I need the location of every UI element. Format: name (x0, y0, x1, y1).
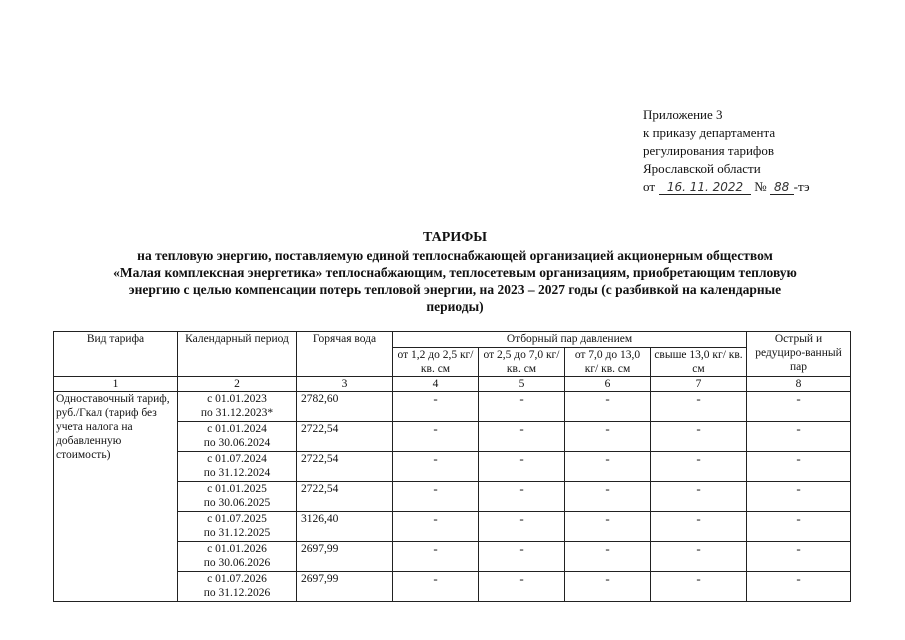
col-number: 8 (747, 377, 851, 392)
header-steam-1: от 1,2 до 2,5 кг/ кв. см (393, 348, 479, 377)
col-number: 2 (178, 377, 297, 392)
value-cell: - (747, 422, 851, 452)
value-cell: - (393, 422, 479, 452)
value-cell: - (651, 542, 747, 572)
period-end: по 31.12.2026 (203, 587, 271, 599)
title-line-3: энергию с целью компенсации потерь тепловой энергии, на 2023 – 2027 годы (с разбивкой на календарные (128, 282, 782, 297)
title-line-2: «Малая комплексная энергетика» теплоснабжающим, теплосетевым организациям, приобретающим тепловую (113, 265, 797, 280)
col-number: 1 (54, 377, 178, 392)
value-cell: - (565, 392, 651, 422)
col-number: 6 (565, 377, 651, 392)
annex-line-4: Ярославской области (643, 161, 761, 176)
value-cell: - (479, 482, 565, 512)
value-cell: - (565, 482, 651, 512)
col-number: 4 (393, 377, 479, 392)
period-end: по 31.12.2023* (200, 407, 274, 419)
period-cell (178, 542, 297, 572)
column-number-row (54, 377, 851, 392)
col-number: 3 (297, 377, 393, 392)
hot-water-value: 2697,99 (297, 542, 393, 572)
annex-date-line (643, 178, 810, 196)
hot-water-value: 2722,54 (297, 422, 393, 452)
value-cell: - (479, 572, 565, 602)
period-start: с 01.01.2025 (207, 483, 267, 495)
value-cell: - (565, 512, 651, 542)
header-steam-group: Отборный пар давлением (393, 332, 747, 348)
period-start: с 01.07.2024 (207, 453, 267, 465)
value-cell: - (747, 482, 851, 512)
period-start: с 01.07.2026 (207, 573, 267, 585)
tariff-type-cell: Одноставочный тариф, руб./Гкал (тариф без учета налога на добавленную стоимость) (54, 392, 178, 602)
value-cell: - (565, 452, 651, 482)
value-cell: - (393, 452, 479, 482)
value-cell: - (393, 392, 479, 422)
period-cell (178, 392, 297, 422)
period-start: с 01.01.2024 (207, 423, 267, 435)
value-cell: - (651, 512, 747, 542)
value-cell: - (651, 572, 747, 602)
header-tariff-type: Вид тарифа (54, 332, 178, 377)
annex-header (643, 106, 810, 196)
value-cell: - (747, 512, 851, 542)
period-cell (178, 422, 297, 452)
tariff-table (53, 331, 851, 602)
period-end: по 30.06.2026 (203, 557, 271, 569)
value-cell: - (651, 422, 747, 452)
hot-water-value: 2782,60 (297, 392, 393, 422)
value-cell: - (479, 512, 565, 542)
value-cell: - (393, 512, 479, 542)
period-end: по 31.12.2024 (203, 467, 271, 479)
period-end: по 30.06.2025 (203, 497, 271, 509)
col-number: 7 (651, 377, 747, 392)
title-main: ТАРИФЫ (423, 230, 487, 245)
value-cell: - (393, 572, 479, 602)
period-start: с 01.07.2025 (207, 513, 267, 525)
annex-line-2: к приказу департамента (643, 125, 776, 140)
header-sharp-steam: Острый и редуциро-ванный пар (747, 332, 851, 377)
annex-line-3: регулирования тарифов (643, 143, 774, 158)
value-cell: - (747, 572, 851, 602)
value-cell: - (747, 542, 851, 572)
value-cell: - (651, 452, 747, 482)
value-cell: - (479, 452, 565, 482)
table-row (54, 392, 851, 422)
period-start: с 01.01.2023 (207, 393, 267, 405)
handwritten-date: 16. 11. 2022 (659, 180, 751, 195)
hot-water-value: 2722,54 (297, 482, 393, 512)
header-hot-water: Горячая вода (297, 332, 393, 377)
value-cell: - (479, 422, 565, 452)
number-prefix: № (754, 179, 767, 194)
hot-water-value: 2722,54 (297, 452, 393, 482)
hot-water-value: 3126,40 (297, 512, 393, 542)
header-period: Календарный период (178, 332, 297, 377)
value-cell: - (393, 542, 479, 572)
period-cell (178, 482, 297, 512)
header-steam-3: от 7,0 до 13,0 кг/ кв. см (565, 348, 651, 377)
value-cell: - (393, 482, 479, 512)
document-title (60, 229, 850, 315)
title-line-4: периоды) (426, 299, 484, 314)
header-steam-4: свыше 13,0 кг/ кв. см (651, 348, 747, 377)
value-cell: - (479, 392, 565, 422)
value-cell: - (651, 392, 747, 422)
date-prefix: от (643, 179, 656, 194)
period-end: по 31.12.2025 (203, 527, 271, 539)
period-end: по 30.06.2024 (203, 437, 271, 449)
period-cell (178, 452, 297, 482)
value-cell: - (565, 572, 651, 602)
hot-water-value: 2697,99 (297, 572, 393, 602)
period-cell (178, 572, 297, 602)
value-cell: - (747, 452, 851, 482)
annex-line-1: Приложение 3 (643, 107, 723, 122)
value-cell: - (651, 482, 747, 512)
value-cell: - (565, 542, 651, 572)
col-number: 5 (479, 377, 565, 392)
number-suffix: -тэ (793, 179, 810, 194)
period-start: с 01.01.2026 (207, 543, 267, 555)
period-cell (178, 512, 297, 542)
handwritten-number: 88 (770, 180, 794, 195)
value-cell: - (479, 542, 565, 572)
header-steam-2: от 2,5 до 7,0 кг/ кв. см (479, 348, 565, 377)
value-cell: - (747, 392, 851, 422)
title-line-1: на тепловую энергию, поставляемую единой теплоснабжающей организацией акционерным обществом (137, 248, 773, 263)
value-cell: - (565, 422, 651, 452)
